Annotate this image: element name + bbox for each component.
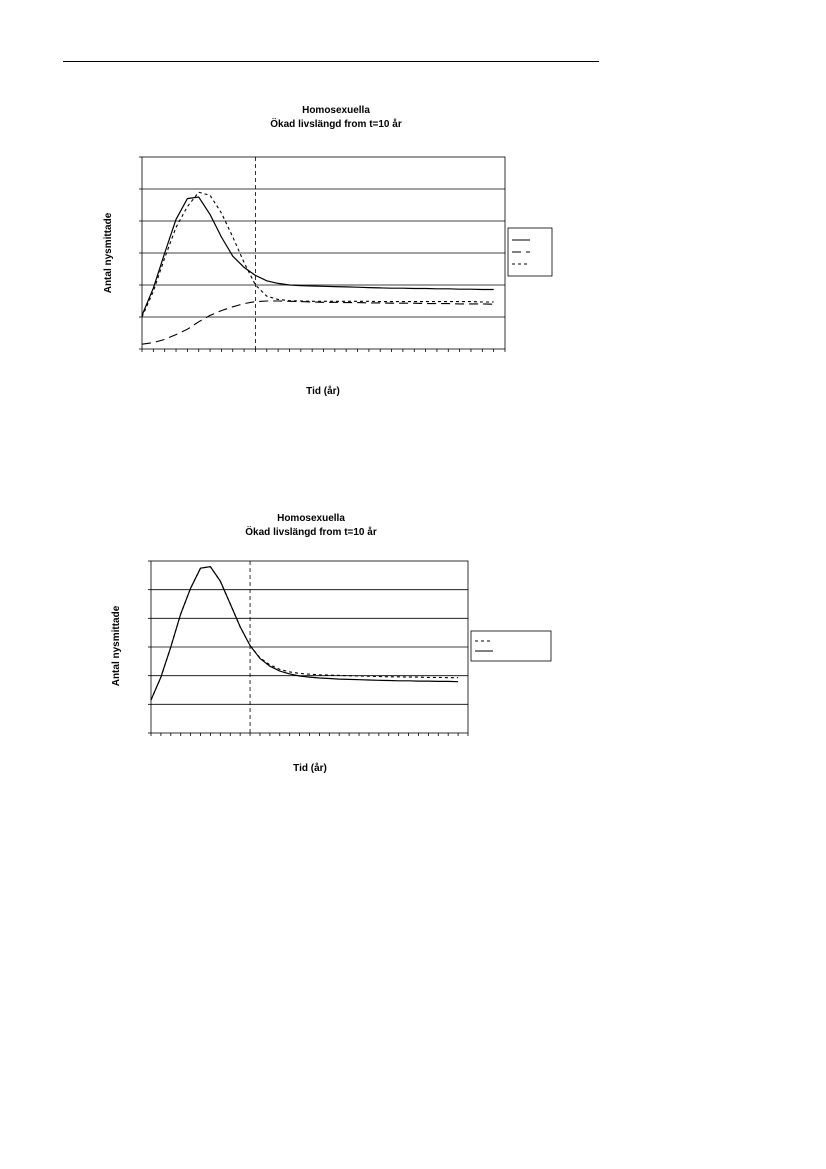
legend bbox=[471, 631, 551, 661]
chart-subtitle: Ökad livslängd from t=10 år bbox=[245, 527, 377, 538]
series-line bbox=[151, 567, 458, 700]
y-axis-label: Antal nysmittade bbox=[111, 605, 122, 687]
y-axis-label: Antal nysmittade bbox=[103, 212, 114, 294]
x-axis-label: Tid (år) bbox=[293, 763, 327, 774]
x-axis-label: Tid (år) bbox=[306, 386, 340, 397]
chart-title: Homosexuella bbox=[277, 513, 345, 524]
chart-subtitle: Ökad livslängd from t=10 år bbox=[270, 119, 402, 130]
legend-box bbox=[471, 631, 551, 661]
series-line bbox=[151, 567, 458, 700]
plot-area bbox=[148, 561, 468, 736]
chart-title: Homosexuella bbox=[302, 105, 370, 116]
